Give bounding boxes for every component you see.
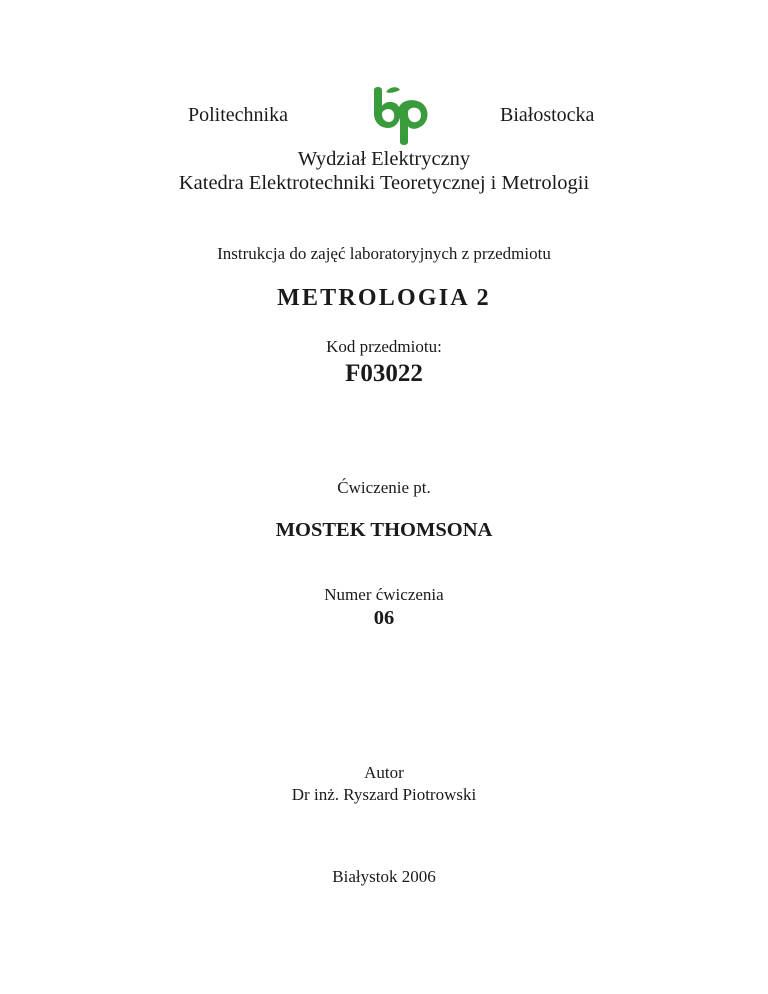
- faculty-name: Wydział Elektryczny: [297, 148, 471, 170]
- author-name: Dr inż. Ryszard Piotrowski: [291, 785, 477, 804]
- exercise-number-label: Numer ćwiczenia: [324, 585, 444, 604]
- exercise-title: MOSTEK THOMSONA: [275, 519, 493, 541]
- university-name-right: Białostocka: [500, 104, 595, 126]
- course-code-value: F03022: [345, 360, 423, 387]
- author-label: Autor: [364, 763, 404, 782]
- course-code-label: Kod przedmiotu:: [326, 337, 442, 356]
- university-name-left: Politechnika: [188, 104, 288, 126]
- pb-logo-icon: [368, 84, 436, 146]
- exercise-label: Ćwiczenie pt.: [337, 478, 431, 497]
- subject-title: METROLOGIA 2: [277, 285, 491, 311]
- exercise-number-value: 06: [373, 607, 395, 629]
- department-name: Katedra Elektrotechniki Teoretycznej i Metrologii: [178, 172, 590, 194]
- place-year: Białystok 2006: [332, 867, 436, 886]
- instruction-text: Instrukcja do zajęć laboratoryjnych z przedmiotu: [217, 244, 551, 263]
